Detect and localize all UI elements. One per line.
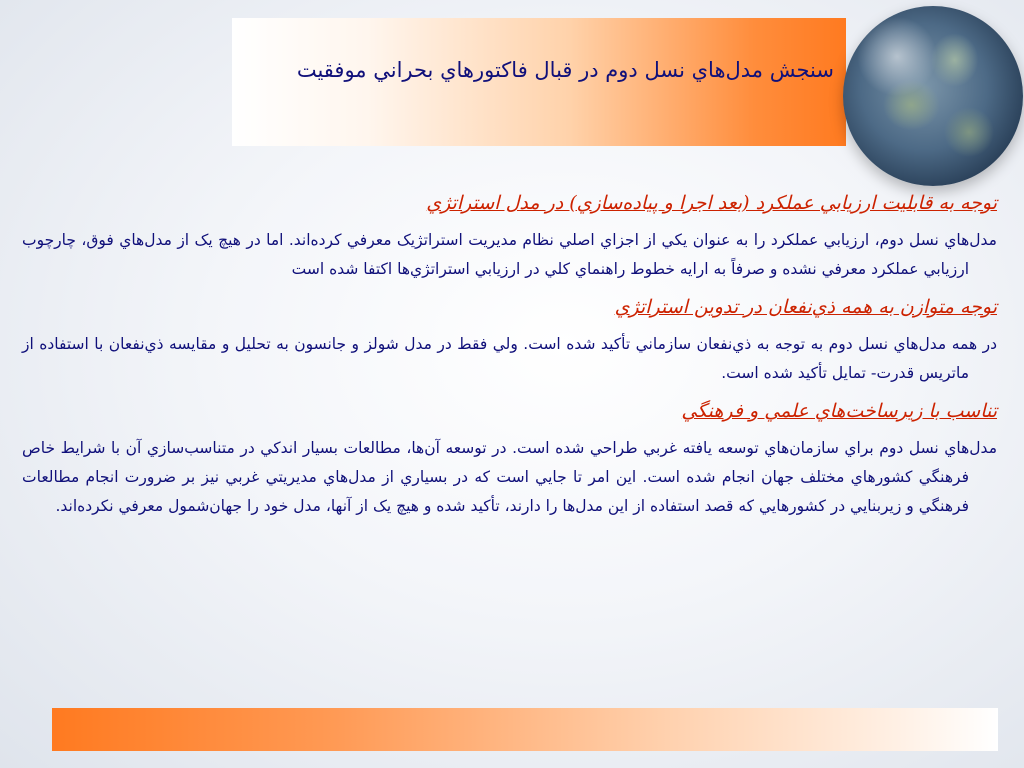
section-body-performance-evaluation: مدل‌هاي نسل دوم، ارزيابي عملكرد را به عنوان يكي از اجزاي اصلي نظام مديريت استراتژيک معرفي كرده‌اند. اما در هيچ يک از مدل‌هاي فوق، چارچوب ارزيابي عملكرد معرفي نشده و صرفاً به ارايه خطوط راهنماي كلي در ارزيابي استراتژي‌ها اكتفا شده است — [22, 231, 997, 278]
slide-content — [22, 188, 997, 529]
section-heading-stakeholders: توجه متوازن به همه ذي‌نفعان در تدوين استراتژي — [614, 296, 997, 318]
header-band — [232, 18, 846, 146]
footer-band — [52, 708, 998, 751]
section-heading-cultural-fit: تناسب با زيرساخت‌هاي علمي و فرهنگي — [681, 400, 997, 422]
section-body-cultural-fit: مدل‌هاي نسل دوم براي سازمان‌هاي توسعه يافته غربي طراحي شده است. در توسعه آن‌ها، مطالعات بسيار اندكي در متناسب‌سازي آن با شرايط خاص فرهنگي كشورهاي مختلف جهان انجام شده است. اين امر تا جايي است كه در بسياري از مدل‌هاي مديريتي غربي نيز بر ضرورت انجام مطالعات فرهنگي و زيربنايي در كشورهايي كه قصد استفاده از اين مدل‌ها را دارند، تأكيد شده و هيچ يک از آنها، مدل خود را جهان‌شمول معرفي نكرده‌اند. — [22, 439, 997, 515]
slide-title: سنجش مدل‌هاي نسل دوم در قبال فاكتورهاي بحراني موفقيت — [296, 58, 834, 82]
section-body-stakeholders: در همه مدل‌هاي نسل دوم به توجه به ذي‌نفعان سازماني تأكيد شده است. ولي فقط در مدل شولز و جانسون به تحليل و مقايسه ذي‌نفعان با استفاده از ماتريس قدرت- تمايل تأكيد شده است. — [22, 335, 997, 382]
globe-icon — [843, 6, 1023, 186]
section-heading-performance-evaluation: توجه به قابليت ارزيابي عملكرد (بعد اجرا و پياده‌سازي) در مدل استراتژي — [426, 192, 997, 214]
